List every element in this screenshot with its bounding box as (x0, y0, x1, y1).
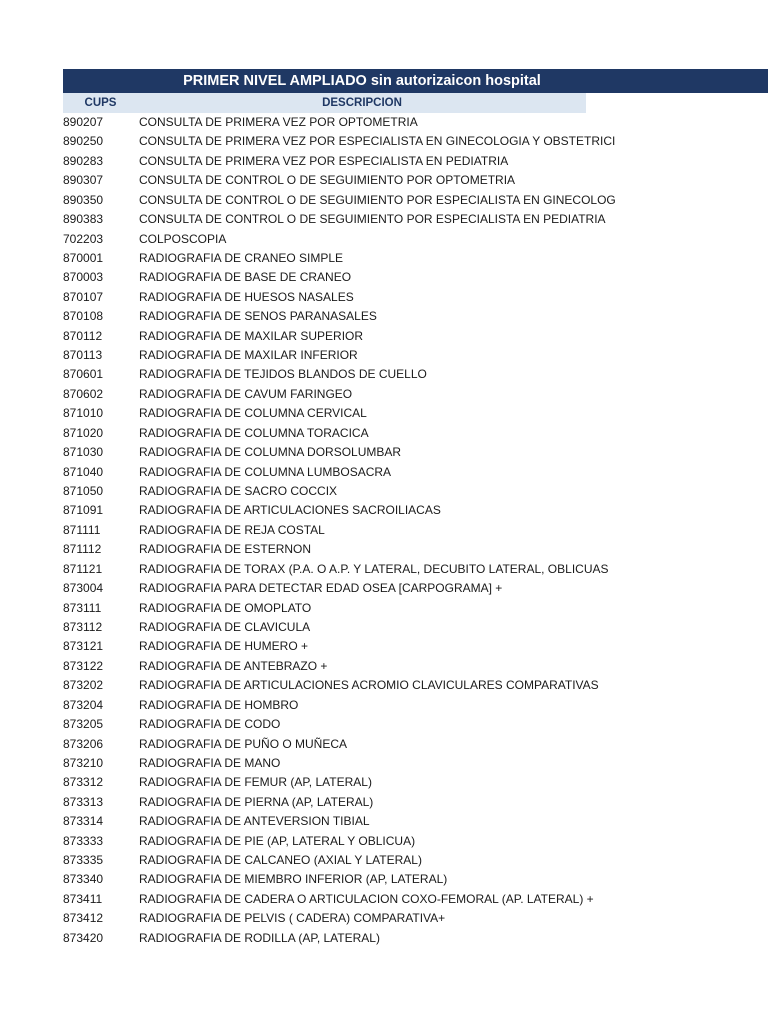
cell-cups[interactable]: 870001 (63, 250, 104, 265)
table-row[interactable] (0, 463, 768, 482)
cell-cups[interactable]: 890207 (63, 115, 104, 129)
cell-cups[interactable]: 870112 (63, 328, 103, 343)
cell-cups[interactable]: 873420 (63, 930, 104, 945)
cell-descripcion[interactable]: RADIOGRAFIA DE PUÑO O MUÑECA (139, 736, 348, 751)
cell-descripcion[interactable]: RADIOGRAFIA DE FEMUR (AP, LATERAL) (139, 775, 372, 790)
cell-descripcion[interactable]: RADIOGRAFIA DE REJA COSTAL (139, 522, 325, 537)
cell-descripcion[interactable]: RADIOGRAFIA DE TORAX (P.A. O A.P. Y LATERAL, DECUBITO LATERAL, OBLICUAS (139, 561, 609, 576)
table-row[interactable] (0, 249, 768, 268)
table-row[interactable] (0, 191, 768, 210)
table-row[interactable] (0, 657, 768, 676)
cell-cups[interactable]: 873204 (63, 697, 104, 712)
cell-cups[interactable]: 873122 (63, 658, 104, 673)
cell-descripcion[interactable]: RADIOGRAFIA DE COLUMNA LUMBOSACRA (139, 464, 392, 479)
cell-descripcion[interactable]: CONSULTA DE PRIMERA VEZ POR OPTOMETRIA (139, 115, 418, 129)
cell-cups[interactable]: 871111 (63, 522, 101, 537)
cell-cups[interactable]: 871040 (63, 464, 104, 479)
cell-cups[interactable]: 890350 (63, 192, 104, 207)
cell-descripcion[interactable]: RADIOGRAFIA DE RODILLA (AP, LATERAL) (139, 930, 380, 945)
header-row (63, 93, 586, 113)
cell-cups[interactable]: 871010 (63, 406, 104, 421)
column-header-descripcion: DESCRIPCION (322, 97, 402, 109)
cell-cups[interactable]: 871112 (63, 542, 102, 557)
cell-cups[interactable]: 870113 (63, 348, 103, 363)
table-row[interactable] (0, 404, 768, 423)
table-row[interactable] (0, 443, 768, 462)
cell-cups[interactable]: 871050 (63, 484, 104, 499)
cell-cups[interactable]: 890250 (63, 134, 104, 149)
cell-descripcion[interactable]: RADIOGRAFIA DE PELVIS ( CADERA) COMPARATIVA+ (139, 911, 446, 926)
table-row[interactable] (0, 870, 768, 889)
cell-cups[interactable]: 873312 (63, 775, 104, 790)
table-row[interactable] (0, 307, 768, 326)
cell-cups[interactable]: 873121 (63, 639, 104, 654)
table-row[interactable] (0, 230, 768, 249)
cell-cups[interactable]: 870003 (63, 270, 104, 285)
table-row[interactable] (0, 773, 768, 792)
cell-cups[interactable]: 702203 (63, 231, 104, 246)
table-row[interactable] (0, 482, 768, 501)
sheet-title: PRIMER NIVEL AMPLIADO sin autorizaicon hospital (183, 73, 541, 89)
cell-descripcion[interactable]: RADIOGRAFIA DE COLUMNA DORSOLUMBAR (139, 445, 402, 460)
cell-descripcion[interactable]: RADIOGRAFIA DE CADERA O ARTICULACION COXO-FEMORAL (AP. LATERAL) + (139, 891, 594, 906)
cell-descripcion[interactable]: RADIOGRAFIA DE OMOPLATO (139, 600, 312, 615)
cell-cups[interactable]: 871121 (63, 561, 103, 576)
table-row[interactable] (0, 521, 768, 540)
table-row[interactable] (0, 385, 768, 404)
cell-cups[interactable]: 873313 (63, 794, 104, 809)
cell-cups[interactable]: 873004 (63, 581, 104, 596)
cell-cups[interactable]: 873112 (63, 619, 103, 634)
table-row[interactable] (0, 132, 768, 151)
table-row[interactable] (0, 832, 768, 851)
cell-cups[interactable]: 870107 (63, 289, 104, 304)
cell-cups[interactable]: 873111 (63, 600, 102, 615)
cell-descripcion[interactable]: RADIOGRAFIA DE ANTEBRAZO + (139, 658, 328, 673)
cell-descripcion[interactable]: RADIOGRAFIA DE MIEMBRO INFERIOR (AP, LATERAL) (139, 872, 448, 887)
cell-descripcion[interactable]: RADIOGRAFIA DE MAXILAR SUPERIOR (139, 328, 364, 343)
cell-descripcion[interactable]: RADIOGRAFIA DE CAVUM FARINGEO (139, 386, 353, 401)
cell-cups[interactable]: 873314 (63, 814, 104, 829)
cell-descripcion[interactable]: RADIOGRAFIA DE HOMBRO (139, 697, 299, 712)
cell-cups[interactable]: 873210 (63, 755, 104, 770)
cell-cups[interactable]: 870601 (63, 367, 104, 382)
table-row[interactable] (0, 754, 768, 773)
cell-cups[interactable]: 870108 (63, 309, 104, 324)
cell-cups[interactable]: 873333 (63, 833, 104, 848)
table-row[interactable] (0, 365, 768, 384)
cell-cups[interactable]: 873202 (63, 678, 104, 693)
table-row[interactable] (0, 327, 768, 346)
cell-cups[interactable]: 873335 (63, 853, 104, 868)
table-body (0, 113, 768, 948)
cell-descripcion[interactable]: RADIOGRAFIA DE MAXILAR INFERIOR (139, 348, 358, 363)
table-row[interactable] (0, 812, 768, 831)
cell-descripcion[interactable]: CONSULTA DE PRIMERA VEZ POR ESPECIALISTA EN GINECOLOGIA Y OBSTETRICI (139, 134, 616, 149)
cell-cups[interactable]: 873206 (63, 736, 104, 751)
table-row[interactable] (0, 735, 768, 754)
table-row[interactable] (0, 696, 768, 715)
table-row[interactable] (0, 560, 768, 579)
table-row[interactable] (0, 793, 768, 812)
cell-descripcion[interactable]: CONSULTA DE CONTROL O DE SEGUIMIENTO POR ESPECIALISTA EN PEDIATRIA (139, 212, 606, 227)
cell-descripcion[interactable]: RADIOGRAFIA DE ARTICULACIONES SACROILIACAS (139, 503, 441, 518)
cell-descripcion[interactable]: RADIOGRAFIA DE MANO (139, 755, 281, 770)
cell-descripcion[interactable]: RADIOGRAFIA DE HUMERO + (139, 639, 309, 654)
table-row[interactable] (0, 152, 768, 171)
cell-cups[interactable]: 873411 (63, 891, 103, 906)
cell-descripcion[interactable]: RADIOGRAFIA DE CALCANEO (AXIAL Y LATERAL) (139, 853, 422, 868)
table-row[interactable] (0, 890, 768, 909)
cell-descripcion[interactable]: RADIOGRAFIA DE ESTERNON (139, 542, 312, 557)
cell-descripcion[interactable]: CONSULTA DE CONTROL O DE SEGUIMIENTO POR ESPECIALISTA EN GINECOLOG (139, 192, 616, 207)
cell-cups[interactable]: 890383 (63, 212, 104, 227)
table-row[interactable] (0, 715, 768, 734)
table-row[interactable] (0, 637, 768, 656)
cell-cups[interactable]: 890307 (63, 173, 104, 188)
cell-descripcion[interactable]: RADIOGRAFIA DE SENOS PARANASALES (139, 309, 377, 324)
table-row[interactable] (0, 540, 768, 559)
table-row[interactable] (0, 909, 768, 928)
cell-descripcion[interactable]: RADIOGRAFIA DE SACRO COCCIX (139, 484, 338, 499)
cell-descripcion[interactable]: RADIOGRAFIA PARA DETECTAR EDAD OSEA [CARPOGRAMA] + (139, 581, 503, 596)
table-row[interactable] (0, 210, 768, 229)
table-row[interactable] (0, 268, 768, 287)
cell-descripcion[interactable]: RADIOGRAFIA DE TEJIDOS BLANDOS DE CUELLO (139, 367, 427, 382)
cell-descripcion[interactable]: RADIOGRAFIA DE ANTEVERSION TIBIAL (139, 814, 370, 829)
cell-descripcion[interactable]: RADIOGRAFIA DE COLUMNA TORACICA (139, 425, 369, 440)
table-row[interactable] (0, 929, 768, 948)
table-row[interactable] (0, 113, 768, 132)
cell-descripcion[interactable]: RADIOGRAFIA DE CODO (139, 717, 281, 732)
cell-descripcion[interactable]: COLPOSCOPIA (139, 231, 227, 246)
table-row[interactable] (0, 676, 768, 695)
table-row[interactable] (0, 579, 768, 598)
cell-descripcion[interactable]: RADIOGRAFIA DE CRANEO SIMPLE (139, 250, 344, 265)
table-row[interactable] (0, 501, 768, 520)
cell-cups[interactable]: 871091 (63, 503, 104, 518)
cell-descripcion[interactable]: RADIOGRAFIA DE ARTICULACIONES ACROMIO CLAVICULARES COMPARATIVAS (139, 678, 599, 693)
cell-cups[interactable]: 873412 (63, 911, 104, 926)
cell-cups[interactable]: 873205 (63, 717, 104, 732)
cell-cups[interactable]: 873340 (63, 872, 104, 887)
table-row[interactable] (0, 171, 768, 190)
cell-descripcion[interactable]: RADIOGRAFIA DE PIERNA (AP, LATERAL) (139, 794, 374, 809)
cell-cups[interactable]: 870602 (63, 386, 104, 401)
cell-descripcion[interactable]: CONSULTA DE CONTROL O DE SEGUIMIENTO POR OPTOMETRIA (139, 173, 516, 188)
table-row[interactable] (0, 618, 768, 637)
table-row[interactable] (0, 424, 768, 443)
cell-descripcion[interactable]: CONSULTA DE PRIMERA VEZ POR ESPECIALISTA EN PEDIATRIA (139, 153, 509, 168)
cell-cups[interactable]: 890283 (63, 153, 104, 168)
cell-descripcion[interactable]: RADIOGRAFIA DE PIE (AP, LATERAL Y OBLICUA) (139, 833, 416, 848)
cell-descripcion[interactable]: RADIOGRAFIA DE HUESOS NASALES (139, 289, 354, 304)
cell-cups[interactable]: 871030 (63, 445, 104, 460)
cell-descripcion[interactable]: RADIOGRAFIA DE CLAVICULA (139, 619, 311, 634)
cell-cups[interactable]: 871020 (63, 425, 104, 440)
table-row[interactable] (0, 346, 768, 365)
table-row[interactable] (0, 599, 768, 618)
table-row[interactable] (0, 851, 768, 870)
table-row[interactable] (0, 288, 768, 307)
cell-descripcion[interactable]: RADIOGRAFIA DE COLUMNA CERVICAL (139, 406, 367, 421)
column-header-cups: CUPS (84, 97, 117, 109)
cell-descripcion[interactable]: RADIOGRAFIA DE BASE DE CRANEO (139, 270, 352, 285)
